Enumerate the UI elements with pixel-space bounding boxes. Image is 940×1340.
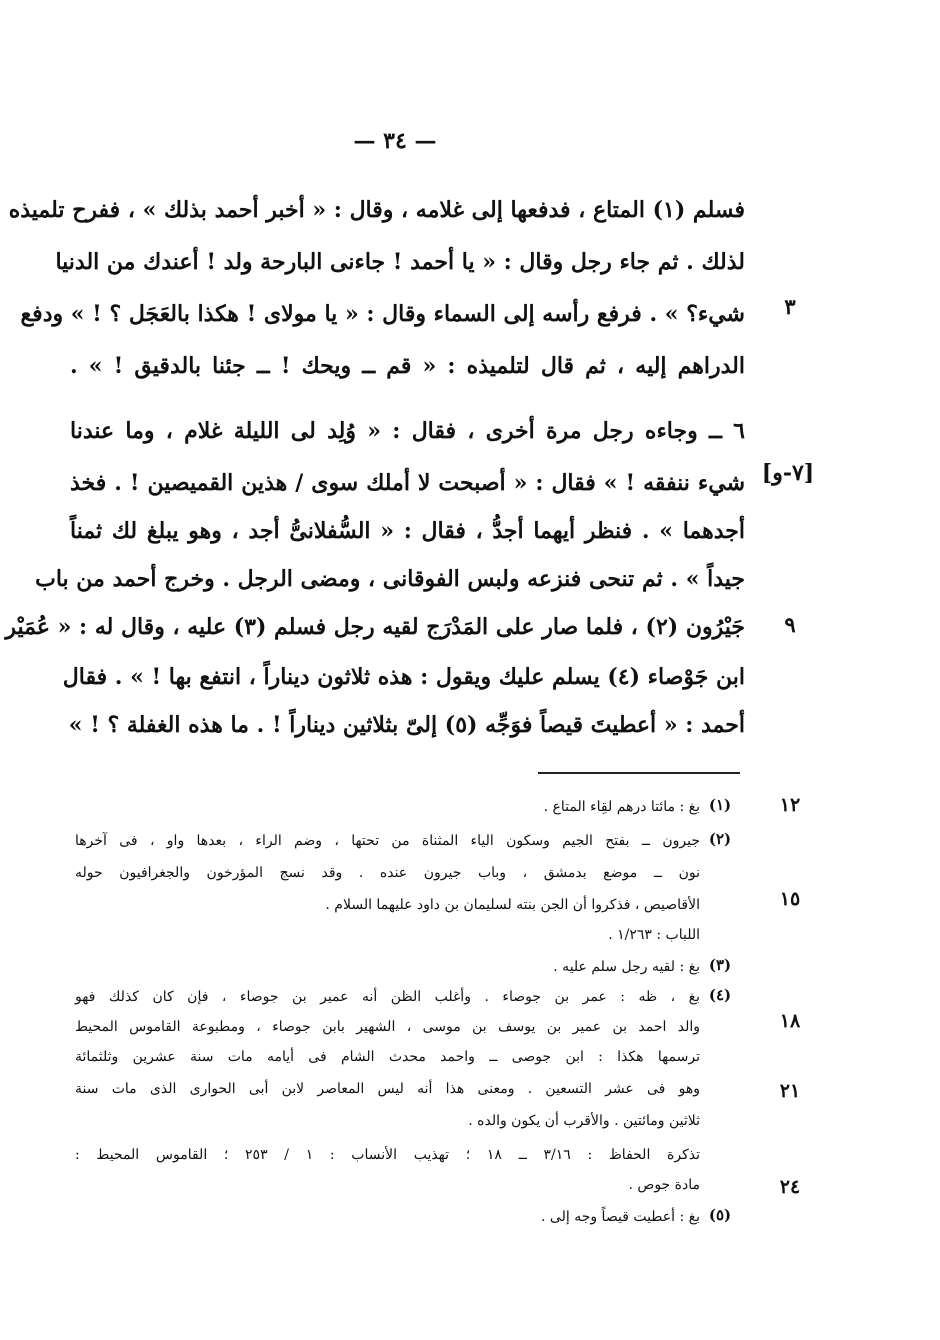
margin-line-number: ٣ xyxy=(784,294,796,319)
footnote-marker: (٣) xyxy=(708,956,732,974)
footnote-line: وهو فى عشر التسعين . ومعنى هذا أنه ليس المعاصر لابن أبى الحوارى الذى مات سنة xyxy=(75,1081,700,1097)
body-line: شيء ننفقه ! » فقال : « أصبحت لا أملك سوى / هذين القميصين ! . فخذ xyxy=(70,470,745,496)
footnote-line: بغ : أعطيت قيصاً وجه إلى . xyxy=(541,1209,700,1225)
footnote-line: تذكرة الحفاظ : ٣/١٦ ــ ١٨ ؛ تهذيب الأنساب : ١ / ٢٥٣ ؛ القاموس المحيط : xyxy=(75,1147,700,1163)
footnote-line: ثلاثين ومائتين . والأقرب أن يكون والده . xyxy=(468,1113,700,1129)
footnote-line-number: ٢٤ xyxy=(779,1176,801,1198)
footnote-line: ترسمها هكذا : ابن جوصى ــ واحمد محدث الشام فى أيامه مات سنة عشرين وثلثمائة xyxy=(75,1049,700,1065)
body-line: أجدهما » . فنظر أيهما أجدُّ ، فقال : « السُّفلانىُّ أجد ، وهو يبلغ لك ثمناً xyxy=(70,518,745,544)
footnote-line: نون ــ موضع بدمشق ، وباب جيرون عنده . وقد نسج المؤرخون والجغرافيون حوله xyxy=(75,865,701,881)
body-line: جيداً » . ثم تنحى فنزعه ولبس الفوقانى ، ومضى الرجل . وخرج أحمد من باب xyxy=(35,566,745,592)
page-number: — ٣٤ — xyxy=(353,128,437,154)
footnote-line-number: ١٢ xyxy=(779,794,801,816)
body-line: ابن جَوْصاء (٤) يسلم عليك ويقول : هذه ثلاثون ديناراً ، انتفع بها ! » . فقال xyxy=(62,664,745,690)
footnote-line-number: ١٥ xyxy=(779,888,801,910)
footnote-line: بغ : مائتا درهم لقِاء المتاع . xyxy=(543,799,700,815)
body-line: شيء؟ » . فرفع رأسه إلى السماء وقال : « يا مولاى ! هكذا بالعَجَل ؟ ! » ودفع xyxy=(20,301,745,327)
footnote-line-number: ١٨ xyxy=(779,1010,801,1032)
footnote-line: مادة جوص . xyxy=(628,1177,700,1193)
footnote-line: بغ ، ظه : عمر بن جوصاء . وأغلب الظن أنه عمير بن جوصاء ، فإن كان كذلك فهو xyxy=(75,989,700,1005)
body-line: لذلك . ثم جاء رجل وقال : « يا أحمد ! جاءنى البارحة ولد ! أعندك من الدنيا xyxy=(55,249,745,275)
body-line: الدراهم إليه ، ثم قال لتلميذه : « قم ــ ويحك ! ــ جئنا بالدقيق ! » . xyxy=(70,353,745,379)
footnote-line: والد احمد بن عمير بن يوسف بن موسى ، الشهير بابن جوصاء ، ومطبوعة القاموس المحيط xyxy=(75,1019,700,1035)
footnote-line: الأقاصيص ، فذكروا أن الجن بنته لسليمان بن داود عليهما السلام . xyxy=(325,897,700,913)
body-line: ٦ ــ وجاءه رجل مرة أخرى ، فقال : « وُلِد لى الليلة غلام ، وما عندنا xyxy=(70,418,745,444)
footnote-marker: (٢) xyxy=(708,830,732,848)
folio-marker: [٧-و] xyxy=(761,460,815,486)
footnote-divider xyxy=(538,772,740,774)
footnote-line: بغ : لقيه رجل سلم عليه . xyxy=(553,959,700,975)
body-line: أحمد : « أعطيتَ قيصاً فوَجِّه (٥) إلىّ بثلاثين ديناراً ! . ما هذه الغفلة ؟ ! » xyxy=(68,712,745,738)
margin-line-number: ٩ xyxy=(784,612,796,637)
footnote-line-number: ٢١ xyxy=(779,1080,801,1102)
footnote-line: اللباب : ١/٢٦٣ . xyxy=(608,927,700,943)
footnote-marker: (٤) xyxy=(708,986,732,1004)
body-line: جَيْرُون (٢) ، فلما صار على المَدْرَج لقيه رجل فسلم (٣) عليه ، وقال له : « عُمَيْر xyxy=(5,614,745,640)
footnote-marker: (٥) xyxy=(708,1206,732,1224)
footnote-line: جيرون ــ بفتح الجيم وسكون الياء المثناة من تحتها ، وضم الراء ، بعدها واو ، فى آخرها xyxy=(75,833,700,849)
body-line: فسلم (١) المتاع ، فدفعها إلى غلامه ، وقال : « أخبر أحمد بذلك » ، ففرح تلميذه xyxy=(8,197,745,223)
footnote-marker: (١) xyxy=(708,796,732,814)
